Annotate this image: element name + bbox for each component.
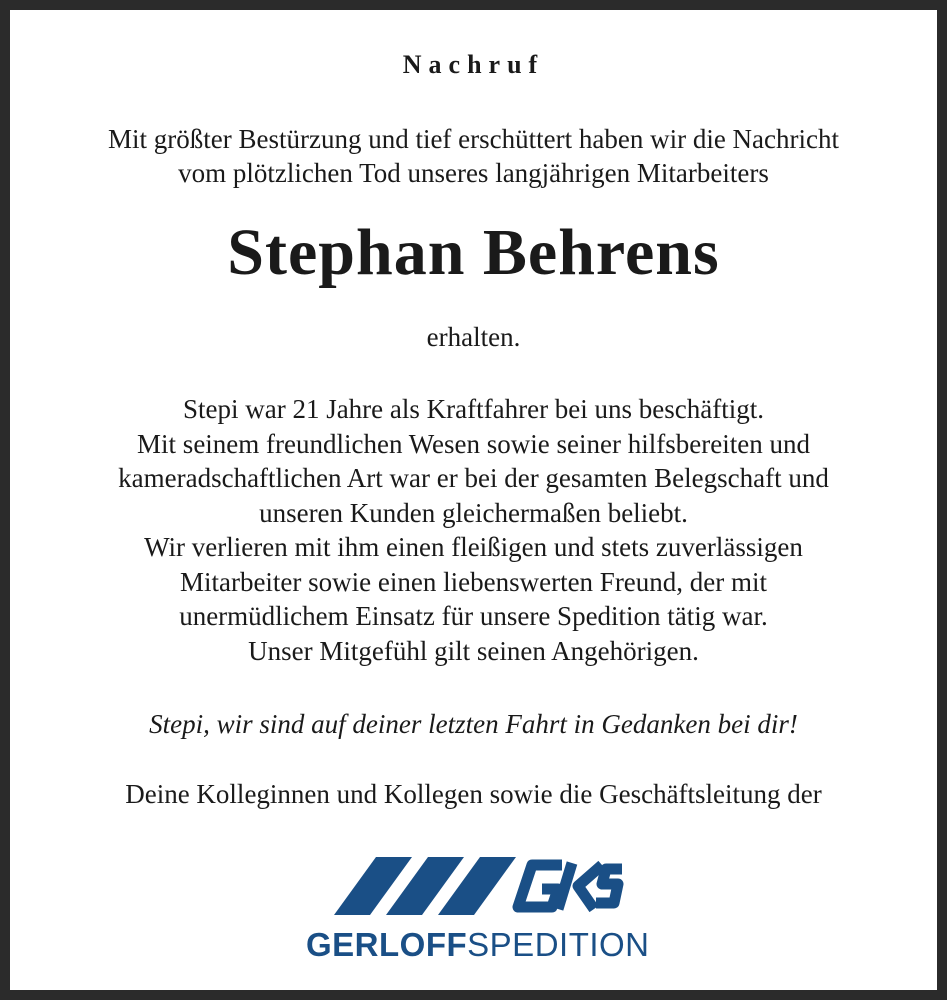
tribute-line: kameradschaftlichen Art war er bei der gesamten Belegschaft und — [118, 463, 829, 493]
notice-heading: Nachruf — [402, 50, 545, 79]
tribute-line: Stepi war 21 Jahre als Kraftfahrer bei uns beschäftigt. — [182, 394, 765, 424]
intro-line: Mit größter Bestürzung und tief erschüttert haben wir die Nachricht — [107, 124, 840, 154]
company-name-bold: GERLOFF — [306, 926, 468, 963]
tribute-line: Wir verlieren mit ihm einen fleißigen und stets zuverlässigen — [144, 532, 803, 562]
company-logo — [306, 853, 662, 965]
received-text: erhalten. — [426, 322, 521, 352]
intro-line: vom plötzlichen Tod unseres langjährigen Mitarbeiters — [178, 158, 769, 188]
tribute-text — [10, 392, 937, 668]
company-name-regular: SPEDITION — [467, 926, 650, 963]
signoff-text: Deine Kolleginnen und Kollegen sowie die Geschäftsleitung der — [125, 779, 822, 809]
tribute-line: Unser Mitgefühl gilt seinen Angehörigen. — [248, 635, 699, 666]
tribute-line: Mit seinem freundlichen Wesen sowie seiner hilfsbereiten und — [137, 428, 810, 459]
company-name — [306, 925, 650, 965]
farewell-quote: Stepi, wir sind auf deiner letzten Fahrt in Gedanken bei dir! — [149, 709, 798, 739]
intro-text — [10, 122, 937, 190]
deceased-name: Stephan Behrens — [227, 216, 720, 289]
gks-stripes-logo-icon — [326, 853, 626, 919]
tribute-line: Mitarbeiter sowie einen liebenswerten Freund, der mit — [179, 566, 768, 597]
tribute-line: unseren Kunden gleichermaßen beliebt. — [259, 497, 688, 528]
tribute-line: unermüdlichem Einsatz für unsere Spedition tätig war. — [179, 601, 768, 631]
